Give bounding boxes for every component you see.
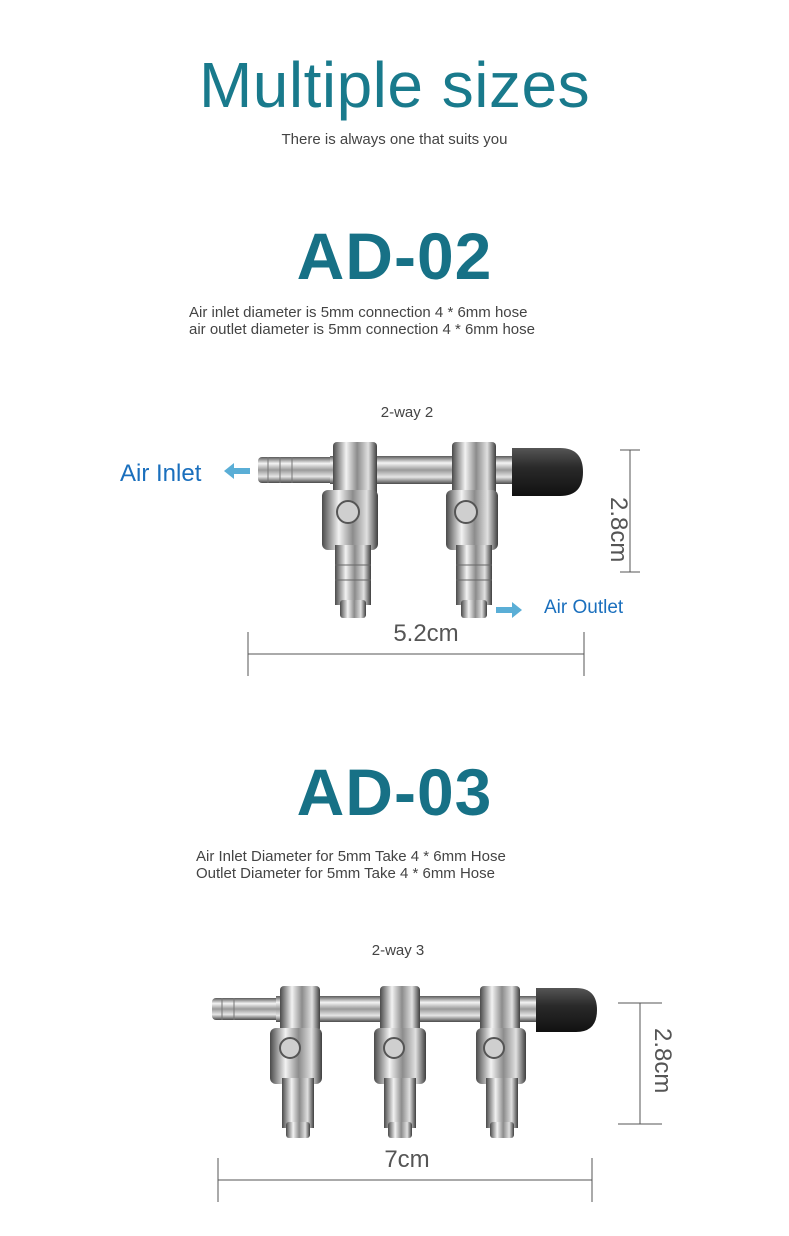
variant-caption-ad02: 2-way 2 bbox=[380, 404, 434, 421]
air-outlet-label: Air Outlet bbox=[544, 597, 624, 618]
height-label-ad02: 2.8cm bbox=[605, 497, 632, 563]
width-label-ad03: 7cm bbox=[384, 1146, 430, 1173]
page-title: Multiple sizes bbox=[198, 49, 591, 121]
height-label-ad03: 2.8cm bbox=[649, 1028, 676, 1094]
page-subtitle: There is always one that suits you bbox=[281, 131, 508, 148]
model-title-ad03: AD-03 bbox=[296, 755, 493, 829]
width-label-ad02: 5.2cm bbox=[393, 620, 459, 647]
spec-line-ad02-2: air outlet diameter is 5mm connection 4 * 6mm hose bbox=[189, 321, 535, 338]
spec-line-ad03-1: Air Inlet Diameter for 5mm Take 4 * 6mm Hose bbox=[196, 848, 506, 865]
spec-line-ad02-1: Air inlet diameter is 5mm connection 4 * 6mm hose bbox=[189, 304, 528, 321]
variant-caption-ad03: 2-way 3 bbox=[371, 942, 425, 959]
air-inlet-label: Air Inlet bbox=[120, 460, 202, 487]
model-title-ad02: AD-02 bbox=[296, 219, 493, 293]
spec-line-ad03-2: Outlet Diameter for 5mm Take 4 * 6mm Hose bbox=[196, 865, 495, 882]
